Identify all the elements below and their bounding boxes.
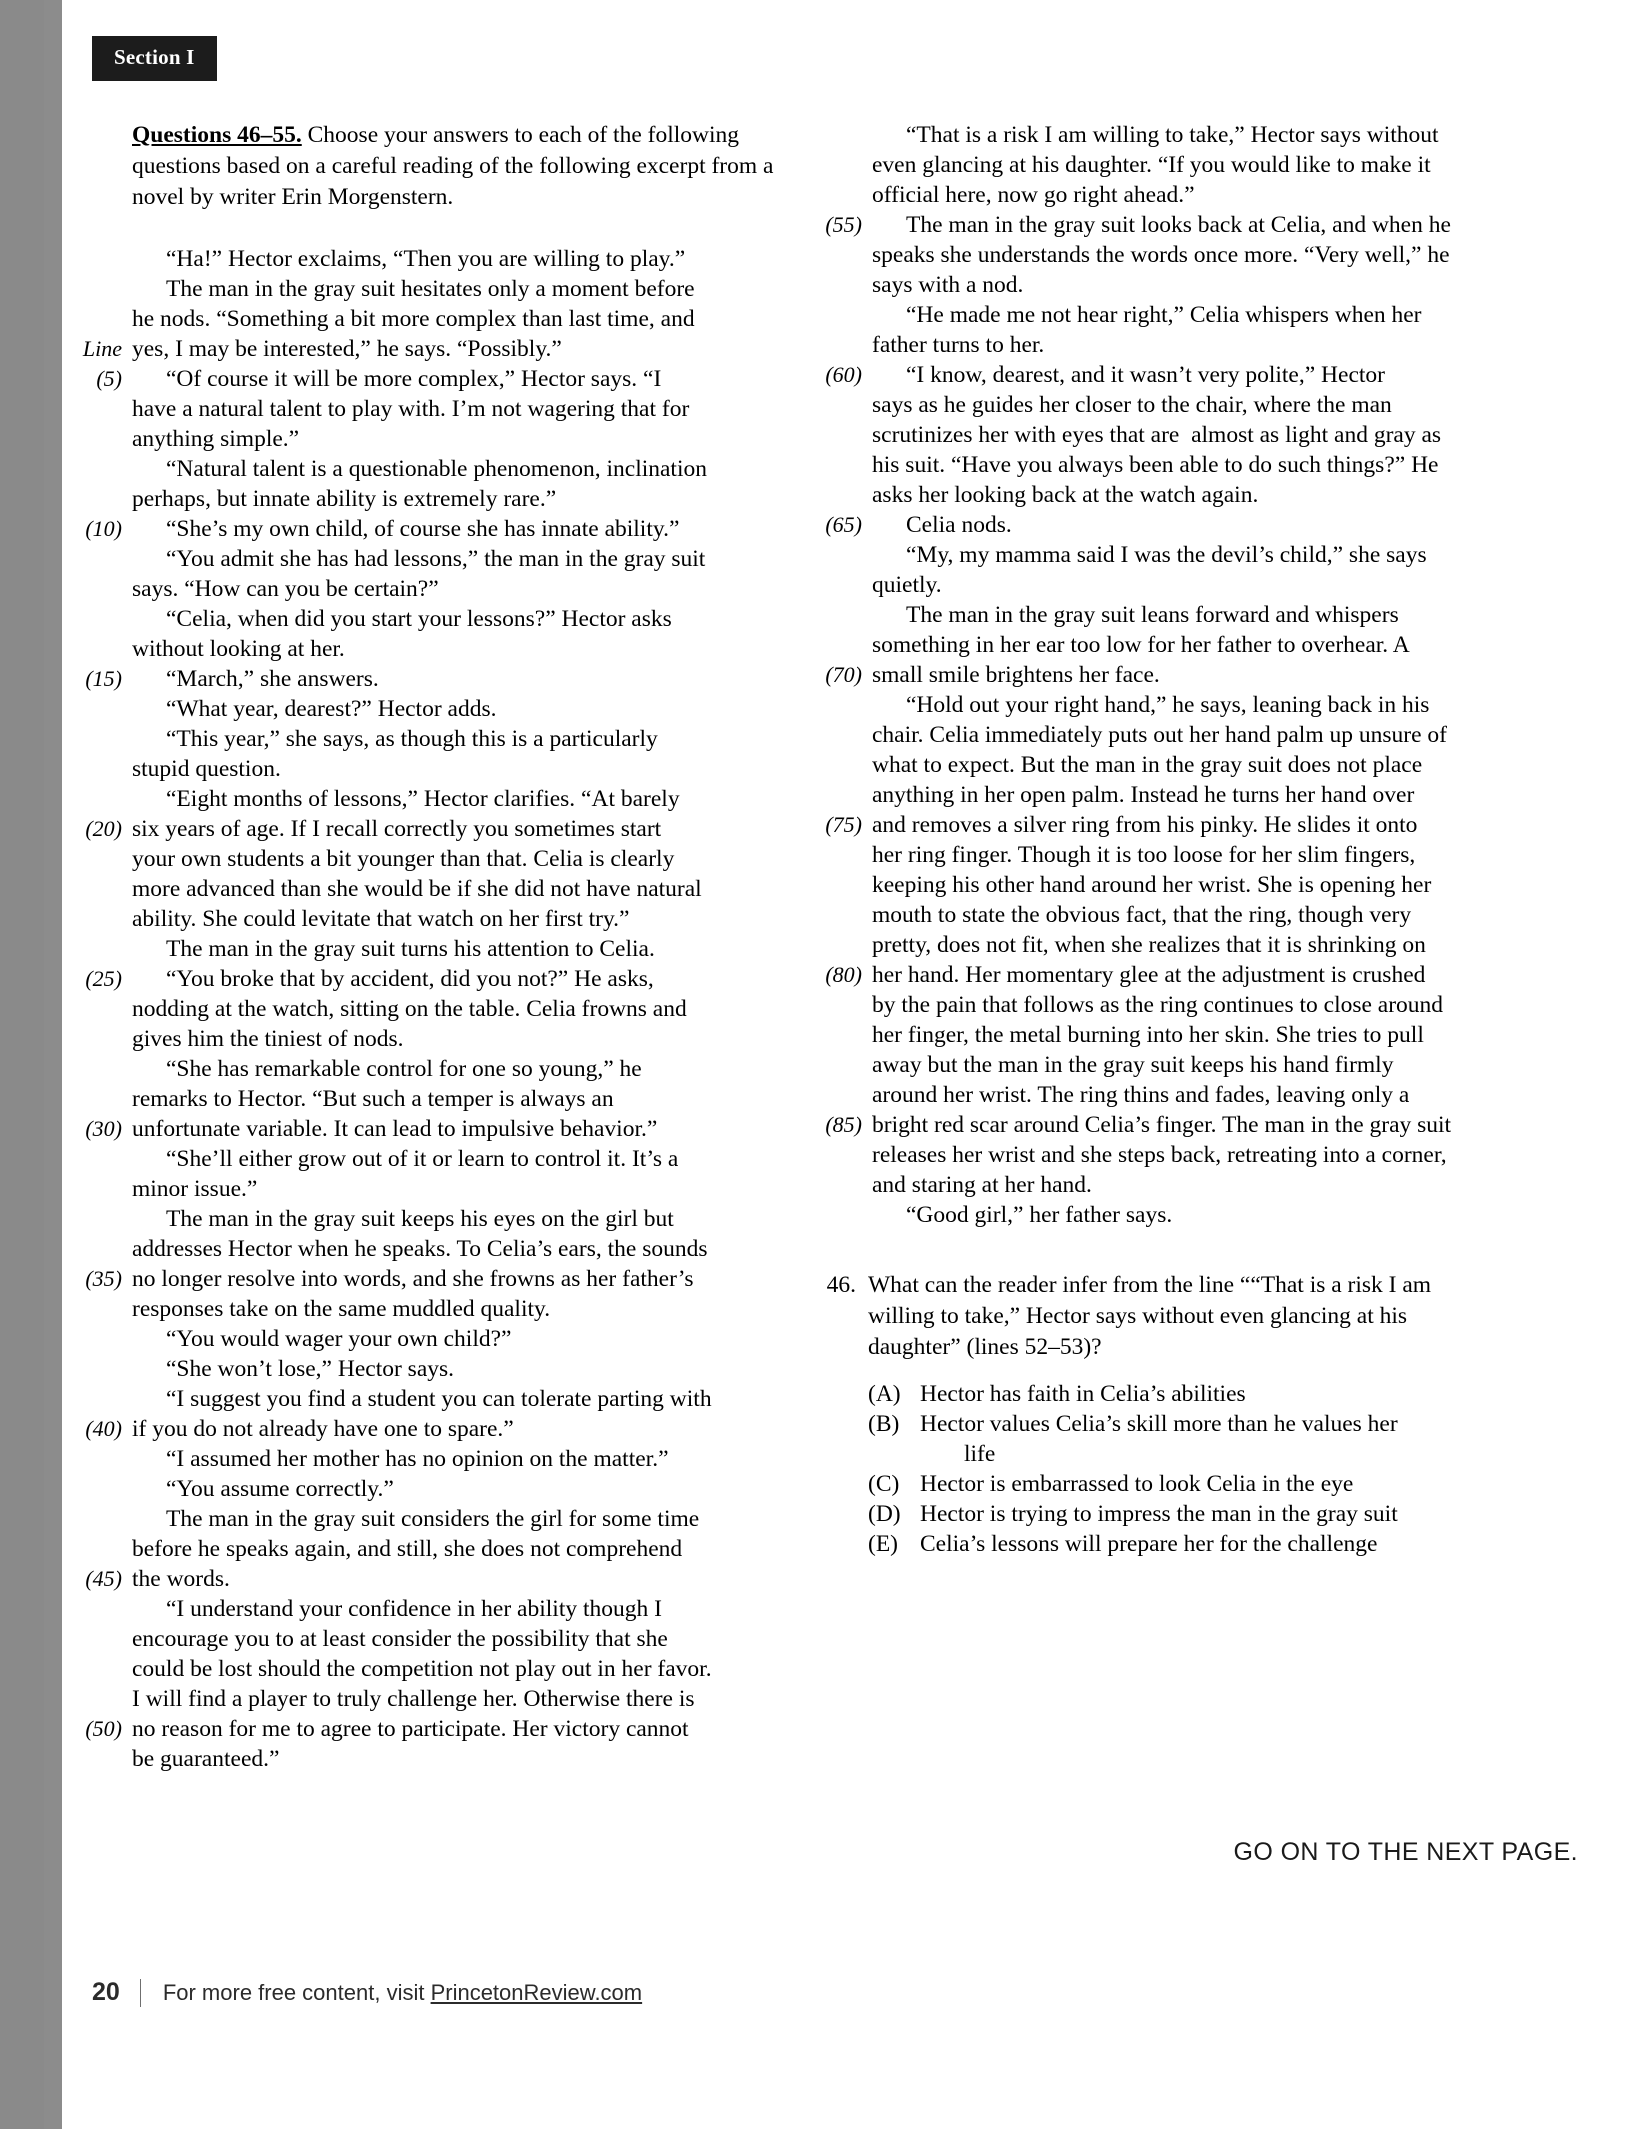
passage-line	[822, 870, 1522, 900]
passage-line-text: even glancing at his daughter. “If you would like to make it	[872, 152, 1431, 178]
passage-line-text: “This year,” she says, as though this is a particularly	[166, 726, 658, 752]
line-number-marker: (10)	[85, 516, 122, 541]
passage-line-text: more advanced than she would be if she did not have natural	[132, 876, 702, 902]
passage-line-text: gives him the tiniest of nods.	[132, 1026, 404, 1052]
line-number-marker: (15)	[85, 666, 122, 691]
passage-line-text: The man in the gray suit looks back at Celia, and when he	[906, 212, 1451, 238]
answer-choice-wrap-line: life	[964, 1441, 996, 1467]
questions-intro	[132, 120, 780, 213]
passage-line	[82, 1264, 782, 1294]
passage-line-text: keeping his other hand around her wrist. She is opening her	[872, 872, 1432, 898]
question-body	[868, 1270, 1468, 1559]
passage-line-text: bright red scar around Celia’s finger. The man in the gray suit	[872, 1112, 1452, 1138]
line-number-marker: (55)	[825, 212, 862, 237]
line-number-marker: (75)	[825, 812, 862, 837]
passage-line	[82, 1174, 782, 1204]
line-number-marker: (80)	[825, 962, 862, 987]
passage-line-text: and removes a silver ring from his pinky. He slides it onto	[872, 812, 1418, 838]
passage-line	[822, 720, 1522, 750]
passage-line-text: what to expect. But the man in the gray suit does not place	[872, 752, 1423, 778]
passage-line-text: minor issue.”	[132, 1176, 258, 1202]
passage-line-text: Celia nods.	[906, 512, 1012, 538]
passage-line	[822, 1050, 1522, 1080]
answer-choice[interactable]	[868, 1529, 1468, 1559]
passage-line	[82, 874, 782, 904]
passage-line-text: small smile brightens her face.	[872, 662, 1160, 688]
questions-intro-text: Choose your answers to each of the following questions based on a careful reading of the following excerpt from a novel by writer Erin Morgenstern.	[132, 122, 774, 210]
passage-line-text: her ring finger. Though it is too loose for her slim fingers,	[872, 842, 1416, 868]
passage-line	[82, 1144, 782, 1174]
passage-line	[822, 630, 1522, 660]
passage-line	[82, 604, 782, 634]
passage-line-text: he nods. “Something a bit more complex than last time, and	[132, 306, 695, 332]
passage-line	[82, 244, 782, 274]
passage-line	[82, 484, 782, 514]
page-spine-bar	[0, 0, 62, 2129]
passage-line-text: encourage you to at least consider the possibility that she	[132, 1626, 668, 1652]
passage-line-text: “You assume correctly.”	[166, 1476, 394, 1502]
passage-line	[82, 364, 782, 394]
passage-line-text: stupid question.	[132, 756, 281, 782]
passage-line	[822, 390, 1522, 420]
passage-line	[82, 994, 782, 1024]
passage-line	[822, 450, 1522, 480]
passage-line	[822, 1170, 1522, 1200]
passage-line	[82, 1084, 782, 1114]
passage-line	[82, 544, 782, 574]
passage-line	[82, 1414, 782, 1444]
passage-line-text: “What year, dearest?” Hector adds.	[166, 696, 497, 722]
passage-line-text: by the pain that follows as the ring continues to close around	[872, 992, 1444, 1018]
passage-line-text: The man in the gray suit hesitates only a moment before	[166, 276, 695, 302]
passage-line-text: have a natural talent to play with. I’m not wagering that for	[132, 396, 690, 422]
passage-line	[82, 514, 782, 544]
answer-choice-letter: (D)	[868, 1501, 901, 1527]
answer-choice[interactable]	[868, 1409, 1468, 1469]
passage-line	[82, 334, 782, 364]
passage-line	[822, 780, 1522, 810]
passage-line	[82, 1054, 782, 1084]
passage-line	[822, 750, 1522, 780]
passage-line	[82, 1384, 782, 1414]
passage-line	[822, 120, 1522, 150]
passage-line-text: the words.	[132, 1566, 230, 1592]
line-number-marker: (50)	[85, 1716, 122, 1741]
passage-line	[822, 270, 1522, 300]
passage-line-text: around her wrist. The ring thins and fades, leaving only a	[872, 1082, 1410, 1108]
passage-line	[82, 574, 782, 604]
passage-line	[82, 1204, 782, 1234]
passage-line	[822, 480, 1522, 510]
page-number: 20	[92, 1978, 120, 2006]
answer-choice-text: Hector has faith in Celia’s abilities	[920, 1381, 1246, 1407]
answer-choice-letter: (C)	[868, 1471, 900, 1497]
passage-line	[82, 1714, 782, 1744]
line-number-marker: (20)	[85, 816, 122, 841]
answer-choice-text: Hector values Celia’s skill more than he values her life	[920, 1409, 1440, 1469]
passage-line	[822, 210, 1522, 240]
passage-line-text: The man in the gray suit turns his attention to Celia.	[166, 936, 655, 962]
line-number-marker: (30)	[85, 1116, 122, 1141]
passage-line-text: “She has remarkable control for one so young,” he	[166, 1056, 642, 1082]
question-block-46	[822, 1270, 1522, 1559]
answer-choice-letter: (E)	[868, 1531, 899, 1557]
passage-line-text: “You would wager your own child?”	[166, 1326, 512, 1352]
passage-body-right	[822, 120, 1522, 1230]
passage-line-text: “That is a risk I am willing to take,” Hector says without	[906, 122, 1439, 148]
passage-line-text: no longer resolve into words, and she frowns as her father’s	[132, 1266, 694, 1292]
passage-line-text: ability. She could levitate that watch on her first try.”	[132, 906, 630, 932]
passage-line	[822, 600, 1522, 630]
passage-line	[822, 180, 1522, 210]
passage-line	[822, 1200, 1522, 1230]
line-number-marker: (35)	[85, 1266, 122, 1291]
answer-choice-text: Hector is trying to impress the man in the gray suit	[920, 1501, 1398, 1527]
passage-line	[822, 1140, 1522, 1170]
passage-line	[822, 570, 1522, 600]
passage-line	[82, 784, 782, 814]
answer-choices	[868, 1379, 1468, 1559]
passage-line-text: says with a nod.	[872, 272, 1024, 298]
passage-line	[82, 1324, 782, 1354]
passage-line-text: “Celia, when did you start your lessons?” Hector asks	[166, 606, 672, 632]
passage-line	[82, 634, 782, 664]
page-spine-inner	[44, 0, 62, 2129]
passage-line-text: unfortunate variable. It can lead to impulsive behavior.”	[132, 1116, 658, 1142]
passage-line-text: away but the man in the gray suit keeps his hand firmly	[872, 1052, 1394, 1078]
passage-line	[82, 1564, 782, 1594]
passage-line	[82, 274, 782, 304]
passage-line-text: The man in the gray suit considers the girl for some time	[166, 1506, 700, 1532]
page-footer	[92, 1978, 642, 2007]
passage-line-text: “March,” she answers.	[166, 666, 379, 692]
line-number-marker: (40)	[85, 1416, 122, 1441]
passage-line-text: asks her looking back at the watch again.	[872, 482, 1259, 508]
passage-line-text: anything simple.”	[132, 426, 300, 452]
passage-line	[82, 724, 782, 754]
passage-line	[822, 960, 1522, 990]
passage-line-text: “I assumed her mother has no opinion on the matter.”	[166, 1446, 669, 1472]
answer-choice-text: Celia’s lessons will prepare her for the challenge	[920, 1531, 1378, 1557]
passage-line-text: perhaps, but innate ability is extremely rare.”	[132, 486, 557, 512]
passage-line-text: “I understand your confidence in her ability though I	[166, 1596, 662, 1622]
passage-line-text: I will find a player to truly challenge her. Otherwise there is	[132, 1686, 695, 1712]
passage-line-text: be guaranteed.”	[132, 1746, 280, 1772]
passage-line	[822, 990, 1522, 1020]
passage-line-text: says as he guides her closer to the chair, where the man	[872, 392, 1392, 418]
footer-promo-prefix: For more free content, visit	[162, 1979, 431, 2005]
passage-line	[822, 900, 1522, 930]
passage-line-text: “Natural talent is a questionable phenomenon, inclination	[166, 456, 707, 482]
question-stem: What can the reader infer from the line ““That is a risk I am willing to take,” Hector says without even glancing at his daughter” (lines 52–53)?	[868, 1272, 1432, 1360]
passage-line-text: “Good girl,” her father says.	[906, 1202, 1173, 1228]
princetonreview-link[interactable]: PrincetonReview.com	[430, 1979, 643, 2005]
passage-line	[822, 1080, 1522, 1110]
passage-line-text: without looking at her.	[132, 636, 345, 662]
passage-line-text: “You admit she has had lessons,” the man in the gray suit	[166, 546, 706, 572]
passage-line-text: mouth to state the obvious fact, that the ring, though very	[872, 902, 1412, 928]
passage-line-text: her hand. Her momentary glee at the adjustment is crushed	[872, 962, 1426, 988]
line-number-marker: (25)	[85, 966, 122, 991]
passage-line	[822, 360, 1522, 390]
passage-line	[822, 840, 1522, 870]
passage-line	[82, 1024, 782, 1054]
passage-line	[82, 454, 782, 484]
passage-line	[822, 420, 1522, 450]
questions-range-label: Questions 46–55.	[132, 122, 302, 148]
passage-line-text: official here, now go right ahead.”	[872, 182, 1195, 208]
passage-line	[82, 1234, 782, 1264]
passage-line	[82, 964, 782, 994]
passage-line-text: “Hold out your right hand,” he says, leaning back in his	[906, 692, 1430, 718]
passage-line	[82, 694, 782, 724]
passage-line	[822, 540, 1522, 570]
passage-line	[82, 304, 782, 334]
passage-line-text: your own students a bit younger than that. Celia is clearly	[132, 846, 675, 872]
answer-choice-text: Hector is embarrassed to look Celia in the eye	[920, 1471, 1354, 1497]
passage-line	[822, 660, 1522, 690]
passage-line-text: if you do not already have one to spare.”	[132, 1416, 514, 1442]
passage-line	[82, 1114, 782, 1144]
answer-choice[interactable]	[868, 1379, 1468, 1409]
passage-line	[822, 810, 1522, 840]
passage-line-text: “I suggest you find a student you can tolerate parting with	[166, 1386, 712, 1412]
question-number: 46.	[826, 1272, 856, 1298]
passage-line	[82, 934, 782, 964]
passage-line	[822, 1110, 1522, 1140]
line-number-marker: (65)	[825, 512, 862, 537]
passage-line-text: releases her wrist and she steps back, retreating into a corner,	[872, 1142, 1447, 1168]
passage-line	[822, 300, 1522, 330]
footer-promo-text	[163, 1980, 642, 2006]
passage-line-text: something in her ear too low for her father to overhear. A	[872, 632, 1410, 658]
passage-line-text: speaks she understands the words once more. “Very well,” he	[872, 242, 1450, 268]
footer-divider	[140, 1979, 141, 2007]
line-number-marker: (45)	[85, 1566, 122, 1591]
answer-choice[interactable]	[868, 1469, 1468, 1499]
passage-line-text: “She won’t lose,” Hector says.	[166, 1356, 455, 1382]
passage-line	[822, 510, 1522, 540]
passage-line-text: addresses Hector when he speaks. To Celia’s ears, the sounds	[132, 1236, 708, 1262]
passage-line	[822, 930, 1522, 960]
passage-line	[82, 1624, 782, 1654]
passage-line-text: six years of age. If I recall correctly you sometimes start	[132, 816, 662, 842]
passage-line	[822, 330, 1522, 360]
passage-line	[82, 904, 782, 934]
passage-line	[82, 424, 782, 454]
passage-line	[82, 754, 782, 784]
passage-line-text: nodding at the watch, sitting on the table. Celia frowns and	[132, 996, 687, 1022]
passage-line	[82, 1474, 782, 1504]
passage-line-text: quietly.	[872, 572, 942, 598]
passage-line	[82, 1294, 782, 1324]
passage-line-text: responses take on the same muddled quality.	[132, 1296, 551, 1322]
passage-line-text: before he speaks again, and still, she does not comprehend	[132, 1536, 683, 1562]
passage-line	[82, 1684, 782, 1714]
passage-line	[82, 1594, 782, 1624]
answer-choice[interactable]	[868, 1499, 1468, 1529]
passage-line-text: “She’ll either grow out of it or learn to control it. It’s a	[166, 1146, 679, 1172]
passage-line-text: and staring at her hand.	[872, 1172, 1092, 1198]
passage-line-text: says. “How can you be certain?”	[132, 576, 439, 602]
passage-line-text: “Eight months of lessons,” Hector clarifies. “At barely	[166, 786, 680, 812]
passage-line	[822, 150, 1522, 180]
answer-choice-letter: (B)	[868, 1411, 900, 1437]
passage-body-left	[82, 244, 782, 1774]
passage-line-text: his suit. “Have you always been able to do such things?” He	[872, 452, 1439, 478]
passage-line-text: pretty, does not fit, when she realizes that it is shrinking on	[872, 932, 1426, 958]
passage-line	[82, 1534, 782, 1564]
passage-line-text: “You broke that by accident, did you not?” He asks,	[166, 966, 654, 992]
passage-line	[822, 690, 1522, 720]
passage-line-text: father turns to her.	[872, 332, 1045, 358]
line-number-marker: (60)	[825, 362, 862, 387]
passage-line-text: “She’s my own child, of course she has innate ability.”	[166, 516, 680, 542]
column-left	[82, 120, 782, 1774]
passage-line	[82, 1444, 782, 1474]
line-number-marker: (5)	[96, 366, 122, 391]
passage-line-text: her finger, the metal burning into her skin. She tries to pull	[872, 1022, 1424, 1048]
passage-line	[822, 1020, 1522, 1050]
passage-line	[82, 394, 782, 424]
passage-line-text: no reason for me to agree to participate. Her victory cannot	[132, 1716, 689, 1742]
line-number-marker: (70)	[825, 662, 862, 687]
passage-line-text: yes, I may be interested,” he says. “Possibly.”	[132, 336, 562, 362]
passage-line-text: anything in her open palm. Instead he turns her hand over	[872, 782, 1415, 808]
passage-line-text: “My, my mamma said I was the devil’s child,” she says	[906, 542, 1427, 568]
section-badge: Section I	[92, 36, 217, 81]
go-on-notice: GO ON TO THE NEXT PAGE.	[1233, 1838, 1578, 1866]
passage-line-text: “He made me not hear right,” Celia whispers when her	[906, 302, 1422, 328]
passage-line	[82, 664, 782, 694]
passage-line-text: remarks to Hector. “But such a temper is always an	[132, 1086, 614, 1112]
passage-line	[82, 814, 782, 844]
answer-choice-letter: (A)	[868, 1381, 901, 1407]
passage-line	[82, 844, 782, 874]
passage-line	[82, 1354, 782, 1384]
passage-line-text: “I know, dearest, and it wasn’t very polite,” Hector	[906, 362, 1385, 388]
passage-line-text: “Ha!” Hector exclaims, “Then you are willing to play.”	[166, 246, 686, 272]
passage-line-text: The man in the gray suit keeps his eyes on the girl but	[166, 1206, 674, 1232]
line-word-label: Line	[82, 336, 122, 361]
passage-line	[822, 240, 1522, 270]
passage-line-text: could be lost should the competition not play out in her favor.	[132, 1656, 712, 1682]
passage-line-text: scrutinizes her with eyes that are almost as light and gray as	[872, 422, 1442, 448]
line-number-marker: (85)	[825, 1112, 862, 1137]
passage-line	[82, 1654, 782, 1684]
passage-line-text: “Of course it will be more complex,” Hector says. “I	[166, 366, 662, 392]
passage-line-text: chair. Celia immediately puts out her hand palm up unsure of	[872, 722, 1447, 748]
passage-line-text: The man in the gray suit leans forward and whispers	[906, 602, 1399, 628]
passage-line	[82, 1744, 782, 1774]
passage-line	[82, 1504, 782, 1534]
column-right	[822, 120, 1522, 1559]
